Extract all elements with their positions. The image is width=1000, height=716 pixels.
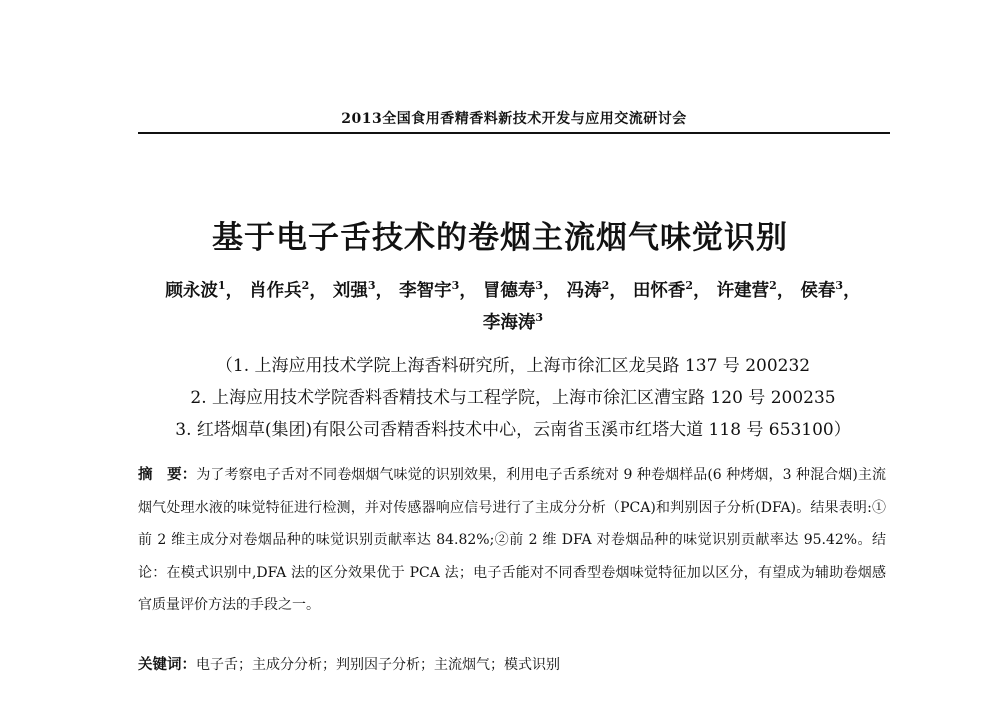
author-name: 李海涛 bbox=[482, 313, 536, 333]
keywords-text: 电子舌；主成分分析；判别因子分析；主流烟气；模式识别 bbox=[196, 657, 560, 673]
author-name: 李智宇 bbox=[399, 281, 452, 301]
author bbox=[633, 281, 693, 301]
affiliation-list bbox=[128, 350, 898, 446]
author bbox=[333, 281, 376, 301]
author-name: 肖作兵 bbox=[249, 281, 302, 301]
affiliation-line: （1. 上海应用技术学院上海香料研究所，上海市徐汇区龙吴路 137 号 200232 bbox=[215, 356, 811, 376]
author-name: 顾永波 bbox=[165, 281, 218, 301]
author-name: 冯涛 bbox=[566, 281, 602, 301]
author-affiliation-mark: 3 bbox=[367, 279, 376, 292]
paper-title: 基于电子舌技术的卷烟主流烟气味觉识别 bbox=[212, 220, 788, 256]
author-name: 冒德寿 bbox=[482, 281, 536, 301]
author-name: 许建营 bbox=[716, 281, 770, 301]
affiliation-line: 2. 上海应用技术学院香料香精技术与工程学院，上海市徐汇区漕宝路 120 号 200235 bbox=[190, 388, 836, 408]
running-header: 2013全国食用香精香料新技术开发与应用交流研讨会 bbox=[341, 111, 687, 127]
header-rule bbox=[138, 132, 890, 134]
keywords-label: 关键词： bbox=[138, 657, 196, 673]
abstract-text: 为了考察电子舌对不同卷烟烟气味觉的识别效果，利用电子舌系统对 9 种卷烟样品(6 种烤烟，3 种混合烟)主流烟气处理水液的味觉特征进行检测，并对传感器响应信号进行了主成分分析（PCA)和判别因子分析(DFA)。结果表明:①前 2 维主成分对卷烟品种的味觉识别贡献率达 84.82%;②前 2 维 DFA 对卷烟品种的味觉识别贡献率达 95.42%。结论：在模式识别中,DFA 法的区分效果优于 PCA 法；电子舌能对不同香型卷烟味觉特征加以区分，有望成为辅助卷烟感官质量评价方法的手段之一。 bbox=[138, 467, 886, 613]
author-affiliation-mark: 3 bbox=[835, 279, 844, 292]
author-affiliation-mark: 2 bbox=[685, 279, 694, 292]
author-list: 顾永波$^1$， 肖作兵$^2$， 刘强$^3$， 李智宇$^3$， 冒德寿$^3$， 冯涛$^2$， 田怀香$^2$， 许建营$^2$， 侯春$^3$， 李海涛$^3$ bbox=[165, 279, 861, 333]
author bbox=[483, 313, 543, 333]
abstract-label: 摘 要： bbox=[138, 467, 197, 483]
affiliation-line: 3. 红塔烟草(集团)有限公司香精香料技术中心，云南省玉溪市红塔大道 118 号 653100） bbox=[175, 420, 851, 440]
author bbox=[483, 281, 543, 301]
author bbox=[249, 281, 309, 301]
author bbox=[800, 281, 843, 301]
author bbox=[717, 281, 777, 301]
author-affiliation-mark: 2 bbox=[601, 279, 610, 292]
author-affiliation-mark: 1 bbox=[217, 279, 226, 292]
author-affiliation-mark: 3 bbox=[451, 279, 460, 292]
author-affiliation-mark: 2 bbox=[769, 279, 777, 292]
keywords bbox=[138, 653, 886, 677]
author bbox=[399, 281, 459, 301]
author bbox=[165, 281, 225, 301]
author-affiliation-mark: 3 bbox=[535, 279, 544, 292]
author-name: 田怀香 bbox=[632, 281, 686, 301]
author bbox=[567, 281, 610, 301]
author-name: 侯春 bbox=[800, 281, 836, 301]
author-affiliation-mark: 2 bbox=[301, 279, 310, 292]
abstract bbox=[138, 459, 886, 622]
author-affiliation-mark: 3 bbox=[535, 311, 544, 324]
author-name: 刘强 bbox=[332, 281, 368, 301]
